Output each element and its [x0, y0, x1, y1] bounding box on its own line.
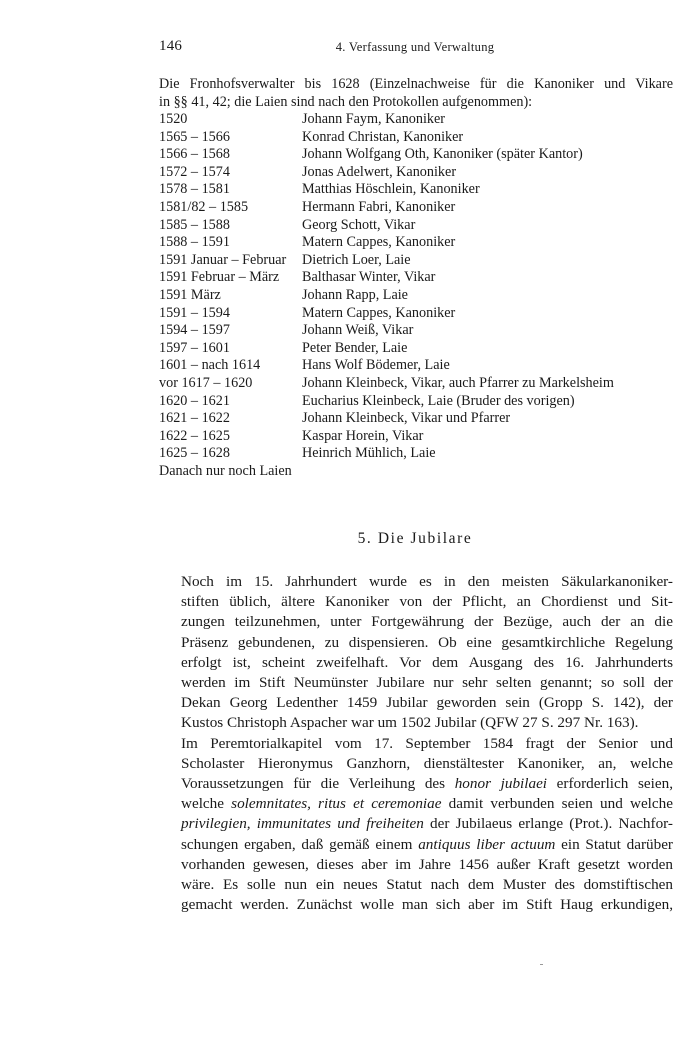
latin-term: privilegien, immunitates und freiheiten	[181, 815, 424, 833]
text-line	[159, 774, 673, 794]
text-line	[159, 794, 673, 814]
name-cell: Matern Cappes, Kanoniker	[302, 234, 456, 251]
date-cell: 1597 – 1601	[159, 339, 230, 356]
latin-term: antiquus liber actuum	[418, 835, 556, 853]
body-text	[159, 572, 673, 915]
table-row	[159, 340, 679, 358]
text-run: schungen ergaben, daß gemäß einem	[181, 835, 419, 853]
date-cell: 1566 – 1568	[159, 146, 230, 163]
name-cell: Johann Kleinbeck, Vikar, auch Pfarrer zu Markelsheim	[302, 374, 614, 391]
print-mark	[540, 964, 543, 965]
name-cell: Balthasar Winter, Vikar	[302, 269, 436, 286]
table-row	[159, 375, 679, 393]
table-row	[159, 111, 679, 129]
date-cell: 1581/82 – 1585	[159, 198, 249, 215]
text-line	[159, 814, 673, 834]
name-cell: Kaspar Horein, Vikar	[302, 427, 424, 444]
paragraph-2	[159, 734, 673, 916]
table-row	[159, 305, 679, 323]
date-cell: 1591 Februar – März	[159, 269, 280, 286]
name-cell: Johann Weiß, Vikar	[302, 322, 414, 339]
table-row	[159, 129, 679, 147]
text-line: werden im Stift Neumünster Jubilare nur sehr selten genannt; so soll der	[181, 674, 673, 692]
text-line: Dekan Georg Ledenther 1459 Jubilar geworden sein (Gropp S. 142), der	[181, 694, 673, 712]
text-line: gemacht werden. Zunächst wolle man sich aber im Stift Haug erkundigen,	[181, 896, 673, 914]
table-row	[159, 252, 679, 270]
date-cell: vor 1617 – 1620	[159, 374, 253, 391]
name-cell: Johann Rapp, Laie	[302, 286, 408, 303]
text-run: welche	[181, 795, 232, 813]
date-cell: 1572 – 1574	[159, 163, 230, 180]
name-cell: Johann Kleinbeck, Vikar und Pfarrer	[302, 410, 511, 427]
name-cell: Peter Bender, Laie	[302, 339, 408, 356]
name-cell: Johann Faym, Kanoniker	[302, 111, 446, 127]
name-cell: Hans Wolf Bödemer, Laie	[302, 357, 450, 374]
table-row	[159, 199, 679, 217]
latin-term: solemnitates, ritus et ceremoniae	[231, 795, 442, 813]
text-line: vorhanden gewesen, dieses aber im Jahre 1456 außer Kraft gesetzt worden	[181, 855, 673, 873]
table-row	[159, 322, 679, 340]
text-line: erfolgt ist, scheint zweifelhaft. Vor dem Ausgang des 16. Jahrhunderts	[181, 653, 673, 671]
name-cell: Hermann Fabri, Kanoniker	[302, 198, 456, 215]
date-cell: 1620 – 1621	[159, 392, 230, 409]
date-cell: 1621 – 1622	[159, 410, 230, 427]
table-row	[159, 445, 679, 463]
date-cell: 1585 – 1588	[159, 216, 230, 233]
date-cell: 1520	[159, 111, 188, 127]
date-cell: 1591 Januar – Februar	[159, 251, 287, 268]
table-row	[159, 357, 679, 375]
table-row	[159, 234, 679, 252]
text-line: Scholaster Hieronymus Ganzhorn, dienstältester Kanoniker, an, welche	[181, 754, 673, 772]
administrators-table	[159, 111, 679, 463]
text-line	[159, 835, 673, 855]
paragraph-1	[159, 572, 673, 734]
intro-text	[159, 76, 673, 111]
date-cell: 1588 – 1591	[159, 234, 230, 251]
text-run: Voraussetzungen für die Verleihung des	[181, 775, 455, 793]
text-run: damit verbunden seien und welche	[441, 795, 673, 813]
date-cell: 1601 – nach 1614	[159, 357, 261, 374]
table-row	[159, 146, 679, 164]
table-row	[159, 269, 679, 287]
text-line: Kustos Christoph Aspacher war um 1502 Jubilar (QFW 27 S. 297 Nr. 163).	[181, 714, 639, 732]
page-number: 146	[159, 38, 183, 54]
date-cell: 1622 – 1625	[159, 427, 230, 444]
name-cell: Georg Schott, Vikar	[302, 216, 416, 233]
text-run: der Jubilaeus erlange (Prot.). Nachfor-	[423, 815, 673, 833]
table-row	[159, 410, 679, 428]
intro-line: in §§ 41, 42; die Laien sind nach den Protokollen aufgenommen):	[159, 93, 533, 110]
table-footnote: Danach nur noch Laien	[159, 463, 292, 479]
table-row	[159, 428, 679, 446]
name-cell: Eucharius Kleinbeck, Laie (Bruder des vorigen)	[302, 392, 575, 409]
name-cell: Johann Wolfgang Oth, Kanoniker (später Kantor)	[302, 146, 583, 163]
name-cell: Matthias Höschlein, Kanoniker	[302, 181, 480, 198]
text-line: wäre. Es solle nun ein neues Statut nach dem Muster des domstiftischen	[181, 876, 673, 894]
name-cell: Konrad Christan, Kanoniker	[302, 128, 464, 145]
date-cell: 1578 – 1581	[159, 181, 230, 198]
latin-term: honor jubilaei	[454, 775, 548, 793]
section-title: 5. Die Jubilare	[357, 530, 473, 547]
table-row	[159, 181, 679, 199]
date-cell: 1591 März	[159, 286, 221, 303]
intro-line: Die Fronhofsverwalter bis 1628 (Einzelnachweise für die Kanoniker und Vikare	[159, 76, 673, 92]
running-head: 4. Verfassung und Verwaltung	[335, 40, 495, 54]
date-cell: 1565 – 1566	[159, 128, 230, 145]
date-cell: 1594 – 1597	[159, 322, 230, 339]
table-row	[159, 393, 679, 411]
name-cell: Dietrich Loer, Laie	[302, 251, 411, 268]
text-line: Im Peremtorialkapitel vom 17. September 1584 fragt der Senior und	[181, 734, 673, 752]
table-row	[159, 164, 679, 182]
text-run: ein Statut darüber	[555, 835, 673, 853]
date-cell: 1591 – 1594	[159, 304, 230, 321]
text-line: Präsenz gebundenen, zu dispensieren. Ob eine gesamtkirchliche Regelung	[181, 633, 673, 651]
date-cell: 1625 – 1628	[159, 445, 230, 462]
text-line: Noch im 15. Jahrhundert wurde es in den meisten Säkularkanoniker-	[181, 573, 673, 590]
name-cell: Heinrich Mühlich, Laie	[302, 445, 436, 462]
table-row	[159, 287, 679, 305]
name-cell: Jonas Adelwert, Kanoniker	[302, 163, 457, 180]
text-run: erforderlich seien,	[547, 775, 673, 793]
text-line: zungen teilzunehmen, unter Fortgewährung der Bezüge, auch der an die	[181, 613, 673, 631]
text-line: stiften üblich, ältere Kanoniker von der Pflicht, an Chordienst und Sit-	[181, 593, 673, 611]
name-cell: Matern Cappes, Kanoniker	[302, 304, 456, 321]
table-row	[159, 217, 679, 235]
